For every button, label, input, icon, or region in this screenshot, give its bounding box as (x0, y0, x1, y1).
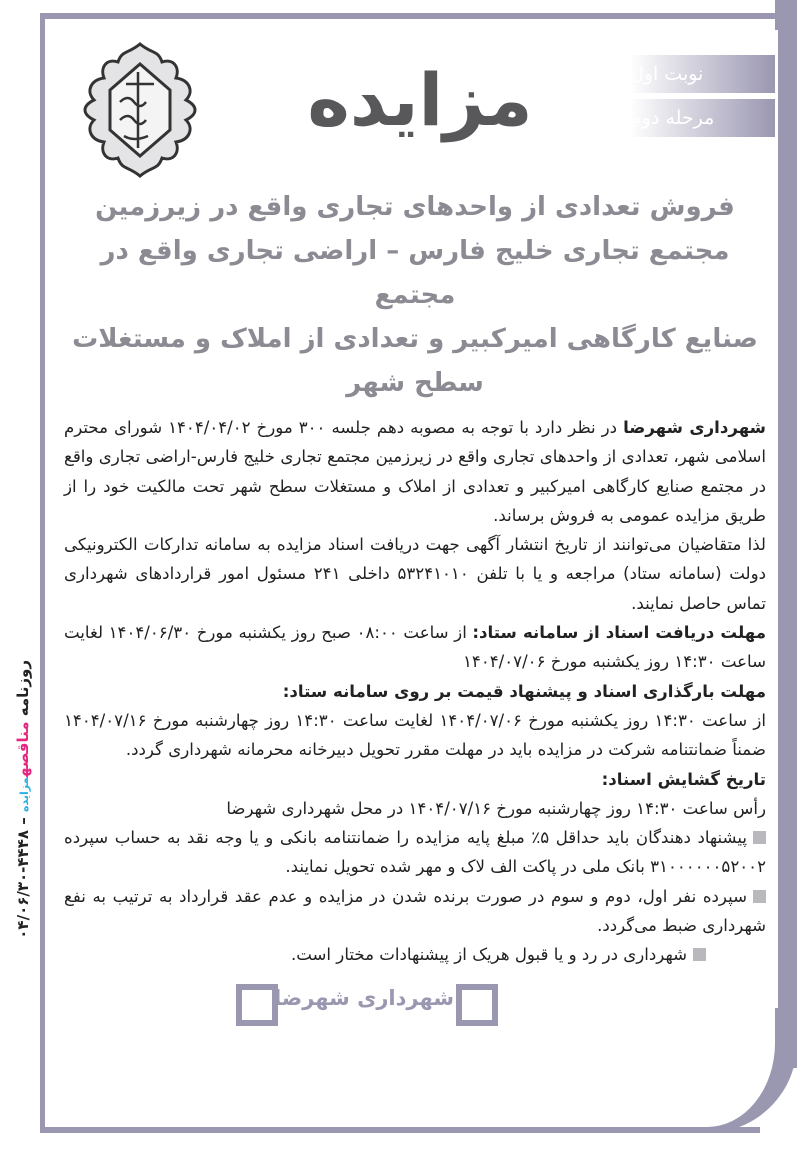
decorative-square-icon (456, 984, 498, 1026)
opening-text: رأس ساعت ۱۴:۳۰ روز چهارشنبه مورخ ۱۴۰۴/۰۷/۱۶ در محل شهرداری شهرضا (226, 798, 766, 818)
upload-deadline-text: از ساعت ۱۴:۳۰ روز یکشنبه مورخ ۱۴۰۴/۰۷/۰۶ لغایت ساعت ۱۴:۳۰ روز چهارشنبه مورخ ۱۴۰۴/۰۷/۱۶ ضمناً ضمانتنامه شرکت در مزایده باید در مهلت مقرر تحویل دبیرخانه محرمانه شهرداری گردد. (64, 710, 767, 760)
caption-prefix: روزنامه (14, 660, 32, 717)
frame-bottom-border (40, 1127, 760, 1133)
page-title: مزایده (307, 58, 533, 142)
upload-deadline-heading (64, 677, 766, 706)
opening-heading (64, 765, 766, 794)
doc-deadline-label: مهلت دریافت اسناد از سامانه ستاد: (472, 623, 766, 643)
round-badge: نوبت اول (630, 55, 775, 93)
bullet-item (64, 940, 766, 969)
bullet-item (64, 882, 766, 941)
contact-paragraph: لذا متقاضیان می‌توانند از تاریخ انتشار آگهی جهت دریافت اسناد مزایده به سامانه تدارکات الکترونیکی دولت (سامانه ستاد) مراجعه و یا با تلفن ۵۳۲۴۱۰۱۰ داخلی ۲۴۱ مسئول امور قراردادهای شهرداری تماس حاصل نمایند. (64, 535, 766, 613)
stage-badge: مرحله دوم (630, 99, 775, 137)
bullet-text: پیشنهاد دهندگان باید حداقل ۵٪ مبلغ پایه مزایده را ضمانتنامه بانکی و یا وجه نقد به حساب سپرده ۳۱۰۰۰۰۰۰۵۲۰۰۲ بانک ملی در پاکت الف لاک و مهر شده تحویل نمایند. (64, 828, 766, 877)
intro-paragraph (64, 413, 766, 530)
newspaper-brand: مناقصه (14, 721, 32, 778)
headline-line: فروش تعدادی از واحدهای تجاری واقع در زیرزمین (95, 192, 735, 222)
footer-signature (236, 984, 498, 1026)
newspaper-brand-small: مزایده (18, 777, 31, 812)
issue-number-date: – ۴۴۴۸-۰۴/۰۶/۳۰ (14, 817, 32, 939)
decorative-square-icon (236, 984, 278, 1026)
square-bullet-icon (693, 948, 706, 961)
square-bullet-icon (753, 890, 766, 903)
municipality-name: شهرداری شهرضا (623, 418, 766, 437)
bullet-text: شهرداری در رد و یا قبول هریک از پیشنهادات مختار است. (290, 945, 687, 965)
doc-deadline-text: از ساعت ۰۸:۰۰ صبح روز یکشنبه مورخ ۱۴۰۴/۰۶/۳۰ لغایت ساعت ۱۴:۳۰ روز یکشنبه مورخ ۱۴۰۴/۰۷/۰۶ (64, 623, 766, 672)
square-bullet-icon (753, 831, 766, 844)
doc-deadline-paragraph (64, 618, 766, 677)
headline-line: صنایع کارگاهی امیرکبیر و تعدادی از املاک و مستغلات سطح شهر (72, 324, 758, 398)
upload-deadline-label: مهلت بارگذاری اسناد و پیشنهاد قیمت بر روی سامانه ستاد: (282, 681, 766, 701)
intro-text: در نظر دارد با توجه به مصوبه دهم جلسه ۳۰۰ مورخ ۱۴۰۴/۰۴/۰۲ شورای محترم اسلامی شهر، تعدادی از واحدهای تجاری واقع در زیرزمین مجتمع تجاری خلیج فارس-اراضی تجاری واقع در مجتمع صنایع کارگاهی امیرکبیر و تعدادی از املاک و مستغلات سطح شهر تحت مالکیت خود را از طریق مزایده عمومی به فروش برساند. (64, 418, 766, 525)
opening-label: تاریخ گشایش اسناد: (601, 769, 766, 789)
headline-line: مجتمع تجاری خلیج فارس – اراضی تجاری واقع در مجتمع (100, 236, 730, 310)
bullet-text: سپرده نفر اول، دوم و سوم در صورت برنده شدن در مزایده و عدم عقد قرارداد به ترتیب به نفع شهرداری ضبط می‌گردد. (64, 886, 766, 936)
headline (60, 185, 770, 405)
notice-body (64, 413, 766, 970)
bullet-item (64, 823, 766, 882)
signature-text: شهرداری شهرضا (274, 985, 454, 1010)
